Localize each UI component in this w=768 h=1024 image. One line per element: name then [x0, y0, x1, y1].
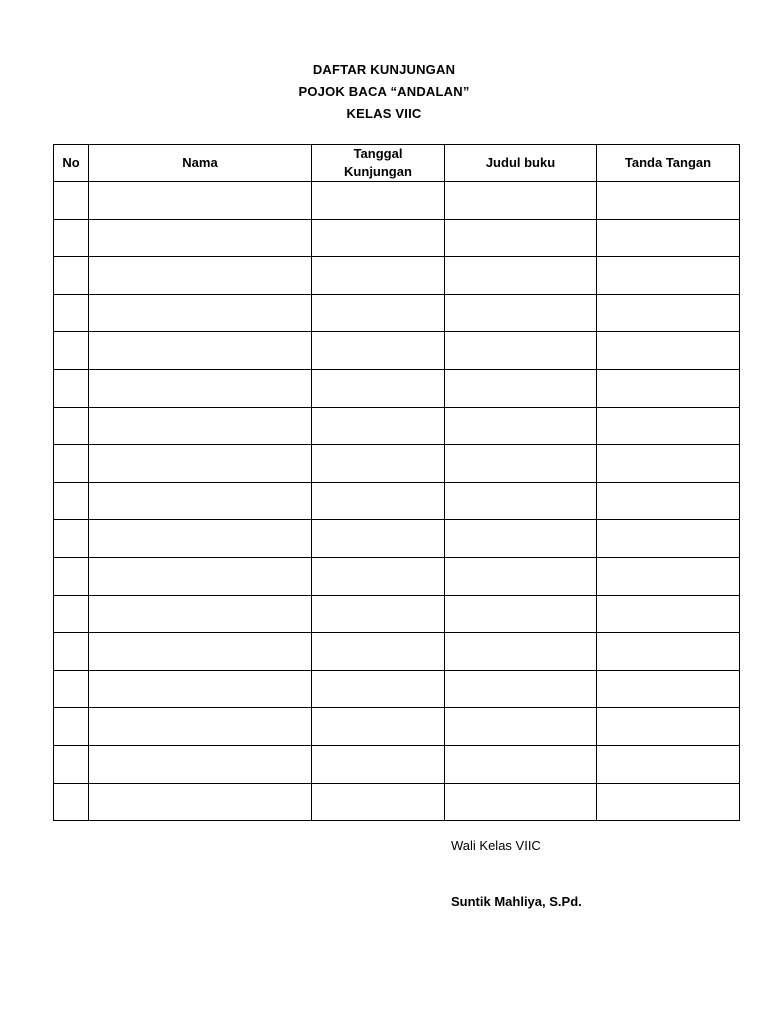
document-title	[0, 59, 768, 125]
table-row	[54, 670, 740, 708]
cell-tanggal[interactable]	[312, 407, 445, 445]
cell-tanda-tangan[interactable]	[597, 708, 740, 746]
signer-name: Suntik Mahliya, S.Pd.	[451, 894, 582, 909]
cell-no[interactable]	[54, 219, 89, 257]
cell-tanggal[interactable]	[312, 708, 445, 746]
cell-tanda-tangan[interactable]	[597, 257, 740, 295]
cell-tanggal[interactable]	[312, 745, 445, 783]
table-row	[54, 182, 740, 220]
column-header-tanggal-line1: Tanggal	[353, 146, 403, 161]
cell-tanggal[interactable]	[312, 670, 445, 708]
cell-tanggal[interactable]	[312, 557, 445, 595]
cell-judul[interactable]	[445, 294, 597, 332]
cell-no[interactable]	[54, 257, 89, 295]
visit-log-table	[53, 144, 740, 821]
table-row	[54, 557, 740, 595]
table-row	[54, 369, 740, 407]
cell-tanggal[interactable]	[312, 633, 445, 671]
cell-judul[interactable]	[445, 745, 597, 783]
cell-tanggal[interactable]	[312, 595, 445, 633]
table-row	[54, 257, 740, 295]
cell-tanggal[interactable]	[312, 783, 445, 821]
cell-tanggal[interactable]	[312, 182, 445, 220]
title-line-2: POJOK BACA “ANDALAN”	[298, 84, 470, 99]
table-row	[54, 482, 740, 520]
cell-tanggal[interactable]	[312, 369, 445, 407]
table-row	[54, 595, 740, 633]
cell-judul[interactable]	[445, 257, 597, 295]
cell-tanggal[interactable]	[312, 332, 445, 370]
cell-tanggal[interactable]	[312, 520, 445, 558]
cell-no[interactable]	[54, 670, 89, 708]
cell-no[interactable]	[54, 482, 89, 520]
cell-tanda-tangan[interactable]	[597, 633, 740, 671]
table-row	[54, 407, 740, 445]
cell-nama[interactable]	[89, 445, 312, 483]
cell-tanggal[interactable]	[312, 294, 445, 332]
cell-judul[interactable]	[445, 783, 597, 821]
cell-tanda-tangan[interactable]	[597, 182, 740, 220]
cell-judul[interactable]	[445, 445, 597, 483]
table-row	[54, 745, 740, 783]
cell-judul[interactable]	[445, 482, 597, 520]
table-row	[54, 783, 740, 821]
cell-nama[interactable]	[89, 182, 312, 220]
cell-tanda-tangan[interactable]	[597, 332, 740, 370]
table-row	[54, 708, 740, 746]
cell-nama[interactable]	[89, 745, 312, 783]
cell-tanda-tangan[interactable]	[597, 670, 740, 708]
cell-tanda-tangan[interactable]	[597, 445, 740, 483]
table-row	[54, 520, 740, 558]
cell-tanda-tangan[interactable]	[597, 407, 740, 445]
cell-no[interactable]	[54, 520, 89, 558]
cell-nama[interactable]	[89, 407, 312, 445]
cell-no[interactable]	[54, 332, 89, 370]
cell-no[interactable]	[54, 708, 89, 746]
title-line-3: KELAS VIIC	[346, 106, 422, 121]
cell-judul[interactable]	[445, 332, 597, 370]
cell-no[interactable]	[54, 294, 89, 332]
cell-judul[interactable]	[445, 407, 597, 445]
cell-nama[interactable]	[89, 670, 312, 708]
cell-nama[interactable]	[89, 520, 312, 558]
cell-judul[interactable]	[445, 520, 597, 558]
cell-nama[interactable]	[89, 595, 312, 633]
cell-nama[interactable]	[89, 482, 312, 520]
cell-tanda-tangan[interactable]	[597, 294, 740, 332]
cell-tanggal[interactable]	[312, 482, 445, 520]
cell-tanda-tangan[interactable]	[597, 520, 740, 558]
table-row	[54, 332, 740, 370]
cell-no[interactable]	[54, 445, 89, 483]
signature-role: Wali Kelas VIIC	[451, 838, 541, 853]
cell-tanggal[interactable]	[312, 445, 445, 483]
cell-judul[interactable]	[445, 670, 597, 708]
cell-no[interactable]	[54, 745, 89, 783]
cell-tanda-tangan[interactable]	[597, 557, 740, 595]
column-header-no: No	[54, 145, 89, 182]
cell-no[interactable]	[54, 182, 89, 220]
cell-judul[interactable]	[445, 557, 597, 595]
column-header-judul: Judul buku	[445, 145, 597, 182]
cell-no[interactable]	[54, 595, 89, 633]
cell-nama[interactable]	[89, 633, 312, 671]
cell-judul[interactable]	[445, 595, 597, 633]
cell-tanggal[interactable]	[312, 257, 445, 295]
cell-no[interactable]	[54, 633, 89, 671]
cell-tanda-tangan[interactable]	[597, 369, 740, 407]
cell-nama[interactable]	[89, 257, 312, 295]
cell-tanda-tangan[interactable]	[597, 595, 740, 633]
cell-nama[interactable]	[89, 294, 312, 332]
table-row	[54, 294, 740, 332]
cell-tanda-tangan[interactable]	[597, 745, 740, 783]
column-header-nama: Nama	[89, 145, 312, 182]
table-body	[54, 182, 740, 821]
cell-nama[interactable]	[89, 332, 312, 370]
cell-nama[interactable]	[89, 708, 312, 746]
table-row	[54, 219, 740, 257]
cell-no[interactable]	[54, 369, 89, 407]
cell-nama[interactable]	[89, 557, 312, 595]
title-line-1: DAFTAR KUNJUNGAN	[312, 62, 456, 77]
cell-no[interactable]	[54, 557, 89, 595]
table-row	[54, 445, 740, 483]
table-row	[54, 633, 740, 671]
table-header-row	[54, 145, 740, 182]
cell-no[interactable]	[54, 783, 89, 821]
cell-tanda-tangan[interactable]	[597, 219, 740, 257]
cell-judul[interactable]	[445, 708, 597, 746]
column-header-tanggal	[312, 145, 445, 182]
cell-tanda-tangan[interactable]	[597, 482, 740, 520]
cell-nama[interactable]	[89, 783, 312, 821]
column-header-tanggal-line2: Kunjungan	[344, 164, 412, 179]
cell-judul[interactable]	[445, 182, 597, 220]
cell-tanda-tangan[interactable]	[597, 783, 740, 821]
cell-nama[interactable]	[89, 219, 312, 257]
cell-tanggal[interactable]	[312, 219, 445, 257]
cell-nama[interactable]	[89, 369, 312, 407]
cell-no[interactable]	[54, 407, 89, 445]
column-header-tanda-tangan: Tanda Tangan	[597, 145, 740, 182]
cell-judul[interactable]	[445, 369, 597, 407]
cell-judul[interactable]	[445, 633, 597, 671]
cell-judul[interactable]	[445, 219, 597, 257]
